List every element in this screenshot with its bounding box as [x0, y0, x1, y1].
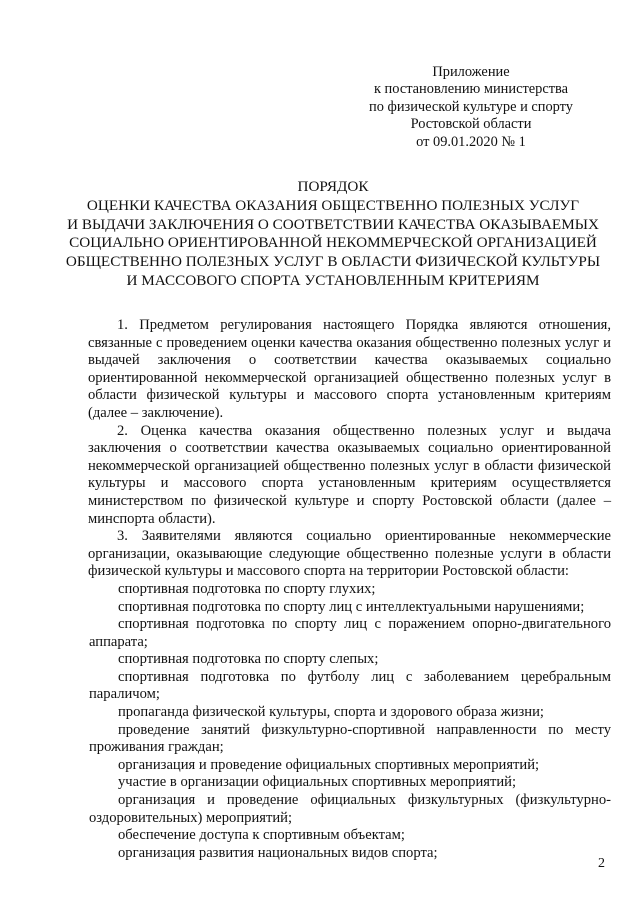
appendix-header [330, 64, 612, 151]
list-item: спортивная подготовка по футболу лиц с заболеванием церебральным параличом; [89, 668, 611, 703]
title-line: СОЦИАЛЬНО ОРИЕНТИРОВАННОЙ НЕКОММЕРЧЕСКОЙ ОРГАНИЗАЦИЕЙ [69, 234, 597, 252]
list-item: пропаганда физической культуры, спорта и здорового образа жизни; [118, 704, 544, 721]
list-item: спортивная подготовка по спорту лиц с поражением опорно-двигательного аппарата; [89, 616, 611, 650]
list-item: спортивная подготовка по спорту слепых; [118, 651, 379, 668]
paragraph-3: 3. Заявителями являются социально ориентированные некоммерческие организации, оказывающие следующие общественно полезные услуги в области физической культуры и массового спорта на территории Ростовской области: [88, 528, 611, 580]
title-line: ОЦЕНКИ КАЧЕСТВА ОКАЗАНИЯ ОБЩЕСТВЕННО ПОЛЕЗНЫХ УСЛУГ [86, 196, 580, 214]
page-number: 2 [598, 856, 605, 871]
appendix-line: к постановлению министерства [373, 81, 569, 98]
list-item: спортивная подготовка по спорту глухих; [118, 580, 376, 597]
title-line: И МАССОВОГО СПОРТА УСТАНОВЛЕННЫМ КРИТЕРИЯМ [126, 271, 540, 289]
title-line: ПОРЯДОК [297, 178, 369, 195]
list-item: обеспечение доступа к спортивным объектам; [118, 827, 405, 844]
document-body [89, 317, 611, 862]
list-item: организация и проведение официальных физкультурных (физкультурно-оздоровительных) мероприятий; [89, 792, 611, 826]
appendix-line: от 09.01.2020 № 1 [416, 133, 526, 150]
paragraph-1: 1. Предметом регулирования настоящего Порядка являются отношения, связанные с проведением оценки качества оказания общественно полезных услуг и выдачей заключения о соответствии качества оказываемых социально ориентированной некоммерческой организацией общественно полезных услуг в области физической культуры и массового спорта установленным критериям (далее – заключение). [88, 317, 611, 421]
title-line: И ВЫДАЧИ ЗАКЛЮЧЕНИЯ О СООТВЕТСТВИИ КАЧЕСТВА ОКАЗЫВАЕМЫХ [67, 215, 599, 233]
appendix-line: Приложение [432, 64, 510, 80]
list-item: проведение занятий физкультурно-спортивной направленности по месту проживания граждан; [89, 721, 611, 756]
document-title [50, 178, 616, 291]
appendix-line: Ростовской области [410, 116, 532, 133]
title-line: ОБЩЕСТВЕННО ПОЛЕЗНЫХ УСЛУГ В ОБЛАСТИ ФИЗИЧЕСКОЙ КУЛЬТУРЫ [65, 253, 601, 271]
list-item: участие в организации официальных спортивных мероприятий; [118, 774, 517, 791]
list-item: спортивная подготовка по спорту лиц с интеллектуальными нарушениями; [118, 598, 585, 615]
appendix-line: по физической культуре и спорту [369, 98, 573, 115]
list-item: организация развития национальных видов спорта; [118, 844, 438, 861]
paragraph-2: 2. Оценка качества оказания общественно полезных услуг и выдача заключения о соответствии качества оказываемых социально ориентированной некоммерческой организацией общественно полезных услуг в области физической культуры и массового спорта установленным критериям осуществляется министерством по физической культуре и спорту Ростовской области (далее – минспорта области). [88, 422, 611, 527]
list-item: организация и проведение официальных спортивных мероприятий; [118, 756, 540, 773]
